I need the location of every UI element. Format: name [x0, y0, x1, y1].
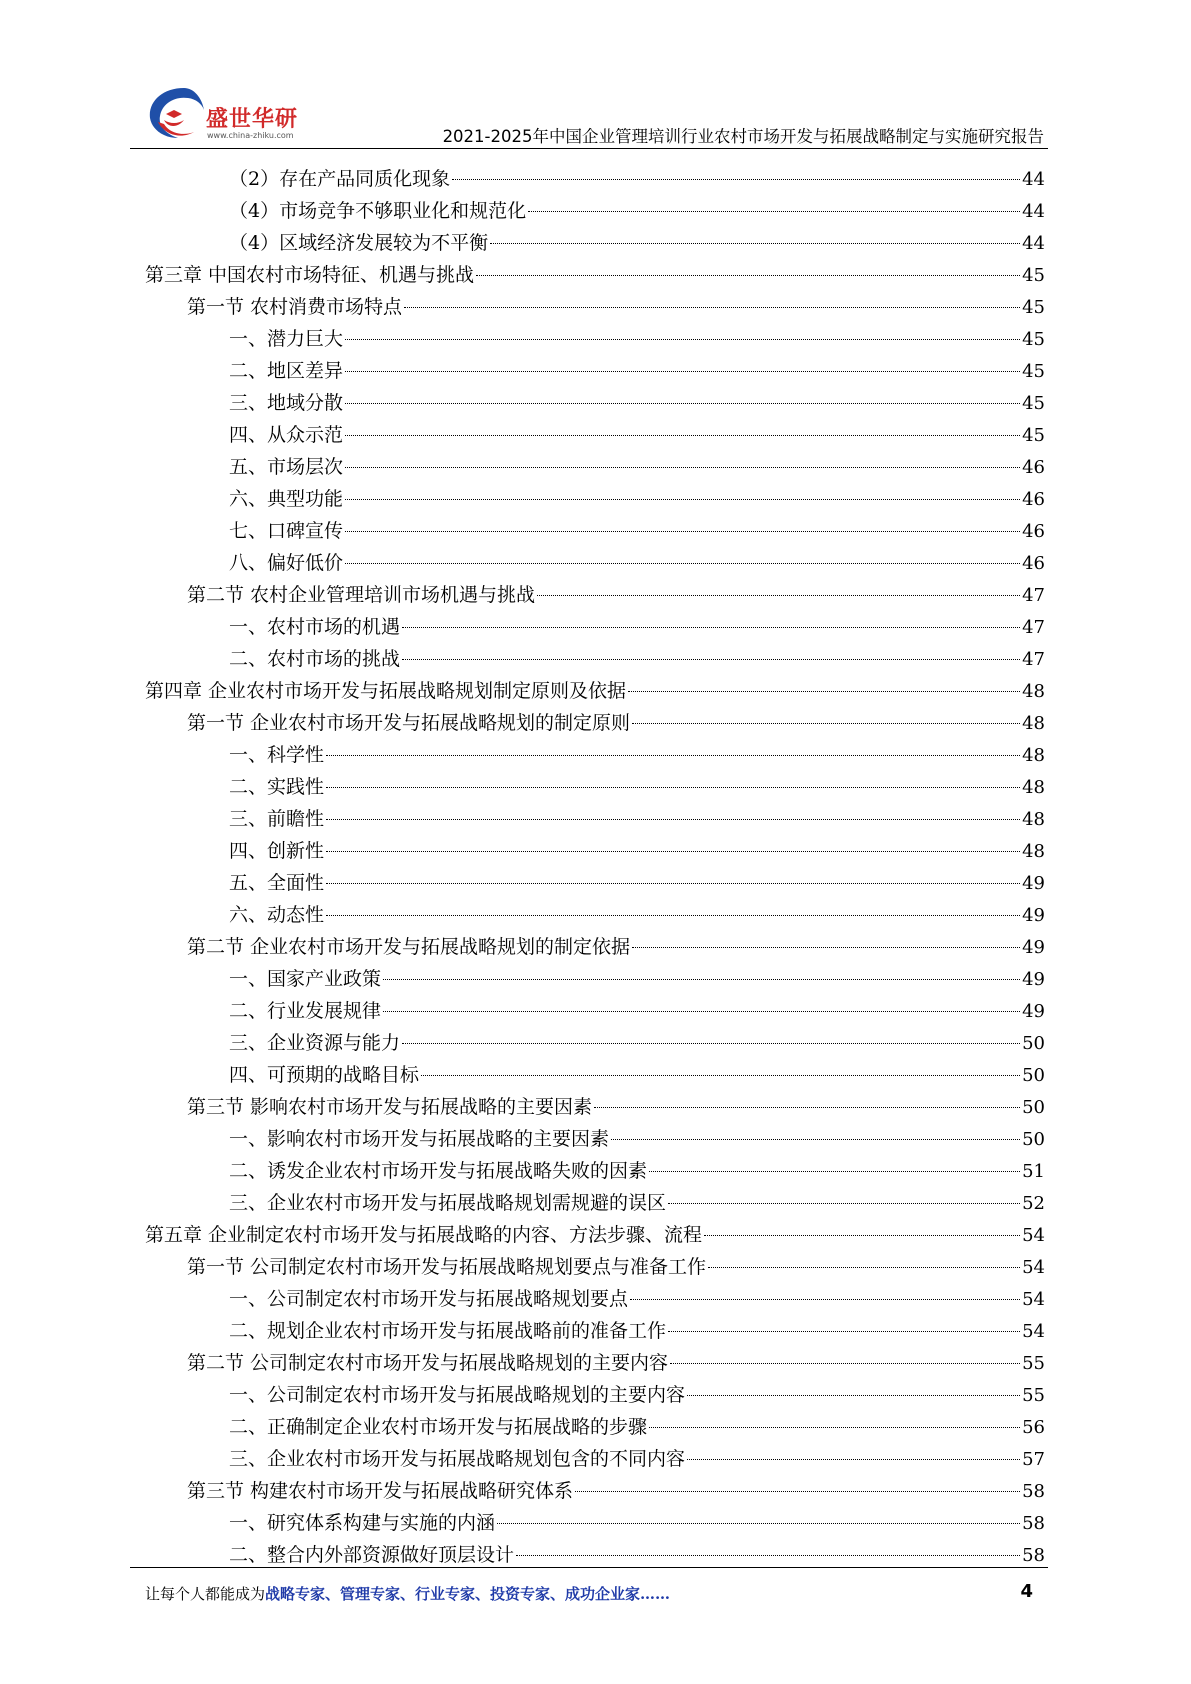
toc-entry-label: 六、典型功能 [229, 488, 344, 510]
toc-entry-page: 58 [1022, 1513, 1045, 1534]
toc-entry-label: 二、行业发展规律 [229, 1000, 382, 1022]
toc-entry-label: 一、潜力巨大 [229, 328, 344, 350]
toc-entry-page: 46 [1022, 489, 1045, 510]
toc-entry-page: 48 [1022, 681, 1045, 702]
toc-dot-leader [594, 1107, 1020, 1108]
footer-divider [130, 1567, 1048, 1568]
toc-dot-leader [687, 1459, 1020, 1460]
toc-dot-leader [575, 1491, 1020, 1492]
toc-entry-page: 50 [1022, 1033, 1045, 1054]
toc-entry[interactable] [145, 1123, 1045, 1155]
toc-entry[interactable] [145, 291, 1045, 323]
toc-entry-page: 51 [1022, 1161, 1045, 1182]
toc-entry-label: 一、国家产业政策 [229, 968, 382, 990]
toc-entry-page: 47 [1022, 617, 1045, 638]
page-number: 4 [1020, 1581, 1033, 1602]
toc-entry[interactable] [145, 835, 1045, 867]
toc-dot-leader [345, 531, 1020, 532]
toc-dot-leader [708, 1267, 1020, 1268]
toc-entry[interactable] [145, 451, 1045, 483]
toc-entry-page: 56 [1022, 1417, 1045, 1438]
toc-entry-page: 48 [1022, 841, 1045, 862]
toc-entry[interactable] [145, 1347, 1045, 1379]
toc-entry-page: 46 [1022, 521, 1045, 542]
toc-entry[interactable] [145, 323, 1045, 355]
toc-dot-leader [383, 1011, 1020, 1012]
toc-entry-label: 三、前瞻性 [229, 808, 325, 830]
header-divider [130, 148, 1048, 149]
toc-dot-leader [632, 947, 1020, 948]
logo-swirl-icon [144, 84, 210, 144]
toc-entry-page: 54 [1022, 1257, 1045, 1278]
footer-slogan [145, 1583, 670, 1604]
toc-entry-label: 一、公司制定农村市场开发与拓展战略规划的主要内容 [229, 1384, 686, 1406]
toc-entry-label: 三、企业农村市场开发与拓展战略规划需规避的误区 [229, 1192, 667, 1214]
toc-entry[interactable] [145, 1091, 1045, 1123]
toc-dot-leader [670, 1363, 1020, 1364]
toc-entry-page: 47 [1022, 585, 1045, 606]
toc-entry[interactable] [145, 483, 1045, 515]
toc-dot-leader [649, 1427, 1020, 1428]
toc-entry[interactable] [145, 1219, 1045, 1251]
toc-dot-leader [326, 755, 1020, 756]
toc-entry-label: 一、影响农村市场开发与拓展战略的主要因素 [229, 1128, 610, 1150]
toc-entry[interactable] [145, 259, 1045, 291]
toc-dot-leader [421, 1075, 1020, 1076]
toc-entry-page: 49 [1022, 1001, 1045, 1022]
toc-entry-page: 44 [1022, 201, 1045, 222]
toc-entry-page: 44 [1022, 233, 1045, 254]
toc-entry-page: 49 [1022, 905, 1045, 926]
toc-entry-label: 一、研究体系构建与实施的内涵 [229, 1512, 496, 1534]
toc-entry-page: 54 [1022, 1289, 1045, 1310]
toc-entry-page: 48 [1022, 777, 1045, 798]
toc-entry[interactable] [145, 1251, 1045, 1283]
toc-entry[interactable] [145, 1315, 1045, 1347]
toc-entry[interactable] [145, 515, 1045, 547]
toc-entry-label: 第二节 企业农村市场开发与拓展战略规划的制定依据 [187, 936, 631, 958]
toc-entry[interactable] [145, 611, 1045, 643]
toc-entry-label: 二、地区差异 [229, 360, 344, 382]
toc-entry-label: 四、创新性 [229, 840, 325, 862]
toc-entry-page: 45 [1022, 329, 1045, 350]
toc-dot-leader [452, 179, 1020, 180]
toc-entry[interactable] [145, 195, 1045, 227]
toc-dot-leader [628, 691, 1020, 692]
table-of-contents [145, 163, 1045, 1571]
toc-dot-leader [516, 1555, 1020, 1556]
toc-entry-label: 三、企业资源与能力 [229, 1032, 401, 1054]
toc-entry-page: 46 [1022, 457, 1045, 478]
toc-entry-label: 第三章 中国农村市场特征、机遇与挑战 [145, 264, 475, 286]
toc-dot-leader [490, 243, 1020, 244]
page-header [130, 78, 1048, 152]
toc-entry-label: 四、可预期的战略目标 [229, 1064, 420, 1086]
toc-dot-leader [476, 275, 1020, 276]
toc-entry-label: （4）区域经济发展较为不平衡 [229, 232, 489, 254]
toc-entry[interactable] [145, 1475, 1045, 1507]
toc-entry-page: 45 [1022, 393, 1045, 414]
toc-entry-page: 50 [1022, 1097, 1045, 1118]
toc-entry[interactable] [145, 867, 1045, 899]
toc-entry-page: 55 [1022, 1353, 1045, 1374]
toc-entry-page: 47 [1022, 649, 1045, 670]
toc-entry-label: 二、正确制定企业农村市场开发与拓展战略的步骤 [229, 1416, 648, 1438]
toc-entry[interactable] [145, 355, 1045, 387]
toc-entry-page: 50 [1022, 1065, 1045, 1086]
toc-dot-leader [326, 915, 1020, 916]
toc-entry-page: 48 [1022, 713, 1045, 734]
toc-dot-leader [649, 1171, 1020, 1172]
toc-entry[interactable] [145, 1443, 1045, 1475]
toc-entry-label: 五、市场层次 [229, 456, 344, 478]
toc-entry-label: 第二节 农村企业管理培训市场机遇与挑战 [187, 584, 536, 606]
toc-entry[interactable] [145, 707, 1045, 739]
toc-entry-label: 一、公司制定农村市场开发与拓展战略规划要点 [229, 1288, 629, 1310]
toc-dot-leader [668, 1331, 1020, 1332]
toc-entry-page: 54 [1022, 1225, 1045, 1246]
toc-entry[interactable] [145, 1411, 1045, 1443]
toc-entry-label: 二、整合内外部资源做好顶层设计 [229, 1544, 515, 1566]
toc-entry-page: 49 [1022, 873, 1045, 894]
report-title: 2021-2025年中国企业管理培训行业农村市场开发与拓展战略制定与实施研究报告 [442, 127, 1044, 146]
toc-entry[interactable] [145, 227, 1045, 259]
toc-dot-leader [326, 787, 1020, 788]
toc-dot-leader [632, 723, 1020, 724]
toc-entry[interactable] [145, 1283, 1045, 1315]
toc-entry-page: 45 [1022, 265, 1045, 286]
toc-entry-label: 第一节 农村消费市场特点 [187, 296, 403, 318]
toc-entry-label: 一、科学性 [229, 744, 325, 766]
toc-entry-label: 三、地域分散 [229, 392, 344, 414]
toc-entry[interactable] [145, 899, 1045, 931]
toc-entry[interactable] [145, 419, 1045, 451]
logo-name: 盛世华研 [206, 107, 299, 132]
toc-entry-label: 第三节 影响农村市场开发与拓展战略的主要因素 [187, 1096, 593, 1118]
toc-entry-label: 八、偏好低价 [229, 552, 344, 574]
toc-entry[interactable] [145, 579, 1045, 611]
toc-entry-label: 第三节 构建农村市场开发与拓展战略研究体系 [187, 1480, 574, 1502]
toc-entry[interactable] [145, 803, 1045, 835]
toc-entry[interactable] [145, 963, 1045, 995]
toc-entry-label: 二、农村市场的挑战 [229, 648, 401, 670]
toc-dot-leader [345, 563, 1020, 564]
logo-url: www.china-zhiku.com [207, 131, 294, 140]
toc-dot-leader [402, 659, 1020, 660]
toc-dot-leader [528, 211, 1020, 212]
toc-entry-label: 一、农村市场的机遇 [229, 616, 401, 638]
toc-entry-label: 二、规划企业农村市场开发与拓展战略前的准备工作 [229, 1320, 667, 1342]
toc-entry[interactable] [145, 931, 1045, 963]
toc-entry-label: 第一节 企业农村市场开发与拓展战略规划的制定原则 [187, 712, 631, 734]
toc-dot-leader [402, 627, 1020, 628]
toc-entry[interactable] [145, 547, 1045, 579]
toc-entry-label: 第四章 企业农村市场开发与拓展战略规划制定原则及依据 [145, 680, 627, 702]
toc-entry[interactable] [145, 1155, 1045, 1187]
toc-entry-page: 54 [1022, 1321, 1045, 1342]
toc-dot-leader [668, 1203, 1020, 1204]
toc-entry[interactable] [145, 739, 1045, 771]
toc-entry-page: 46 [1022, 553, 1045, 574]
toc-dot-leader [326, 851, 1020, 852]
toc-dot-leader [630, 1299, 1020, 1300]
toc-dot-leader [345, 403, 1020, 404]
footer-lead-text: 让每个人都能成为 [145, 1585, 266, 1603]
toc-entry[interactable] [145, 995, 1045, 1027]
toc-entry-page: 49 [1022, 937, 1045, 958]
toc-entry-label: 四、从众示范 [229, 424, 344, 446]
toc-entry-page: 45 [1022, 361, 1045, 382]
toc-entry-label: 六、动态性 [229, 904, 325, 926]
toc-dot-leader [345, 467, 1020, 468]
toc-entry[interactable] [145, 771, 1045, 803]
toc-entry[interactable] [145, 1059, 1045, 1091]
toc-dot-leader [687, 1395, 1020, 1396]
toc-entry[interactable] [145, 1507, 1045, 1539]
toc-dot-leader [497, 1523, 1020, 1524]
toc-dot-leader [383, 979, 1020, 980]
toc-dot-leader [611, 1139, 1020, 1140]
toc-entry-page: 48 [1022, 745, 1045, 766]
toc-dot-leader [404, 307, 1020, 308]
toc-entry[interactable] [145, 163, 1045, 195]
toc-entry-page: 58 [1022, 1545, 1045, 1566]
toc-dot-leader [345, 339, 1020, 340]
toc-entry-label: 三、企业农村市场开发与拓展战略规划包含的不同内容 [229, 1448, 686, 1470]
toc-entry-page: 57 [1022, 1449, 1045, 1470]
toc-entry-label: 七、口碑宣传 [229, 520, 344, 542]
toc-entry-label: （2）存在产品同质化现象 [229, 168, 451, 190]
toc-entry-page: 52 [1022, 1193, 1045, 1214]
toc-dot-leader [345, 499, 1020, 500]
toc-entry[interactable] [145, 1027, 1045, 1059]
toc-entry-page: 45 [1022, 297, 1045, 318]
toc-dot-leader [326, 883, 1020, 884]
toc-dot-leader [704, 1235, 1020, 1236]
toc-entry[interactable] [145, 1187, 1045, 1219]
toc-entry-page: 49 [1022, 969, 1045, 990]
toc-entry[interactable] [145, 1379, 1045, 1411]
toc-entry[interactable] [145, 387, 1045, 419]
company-logo [144, 84, 334, 146]
toc-entry-label: 五、全面性 [229, 872, 325, 894]
toc-entry-page: 55 [1022, 1385, 1045, 1406]
toc-entry-label: 二、诱发企业农村市场开发与拓展战略失败的因素 [229, 1160, 648, 1182]
toc-entry-page: 50 [1022, 1129, 1045, 1150]
toc-dot-leader [326, 819, 1020, 820]
toc-entry-label: 二、实践性 [229, 776, 325, 798]
toc-entry-label: 第二节 公司制定农村市场开发与拓展战略规划的主要内容 [187, 1352, 669, 1374]
toc-dot-leader [345, 435, 1020, 436]
toc-entry[interactable] [145, 643, 1045, 675]
toc-entry-page: 44 [1022, 169, 1045, 190]
toc-entry[interactable] [145, 675, 1045, 707]
toc-entry-label: 第五章 企业制定农村市场开发与拓展战略的内容、方法步骤、流程 [145, 1224, 703, 1246]
toc-entry-page: 48 [1022, 809, 1045, 830]
footer-roles-text: 战略专家、管理专家、行业专家、投资专家、成功企业家…… [265, 1585, 671, 1603]
toc-entry-label: （4）市场竞争不够职业化和规范化 [229, 200, 527, 222]
toc-dot-leader [345, 371, 1020, 372]
toc-entry-label: 第一节 公司制定农村市场开发与拓展战略规划要点与准备工作 [187, 1256, 707, 1278]
toc-entry-page: 58 [1022, 1481, 1045, 1502]
toc-dot-leader [537, 595, 1020, 596]
toc-dot-leader [402, 1043, 1020, 1044]
toc-entry-page: 45 [1022, 425, 1045, 446]
